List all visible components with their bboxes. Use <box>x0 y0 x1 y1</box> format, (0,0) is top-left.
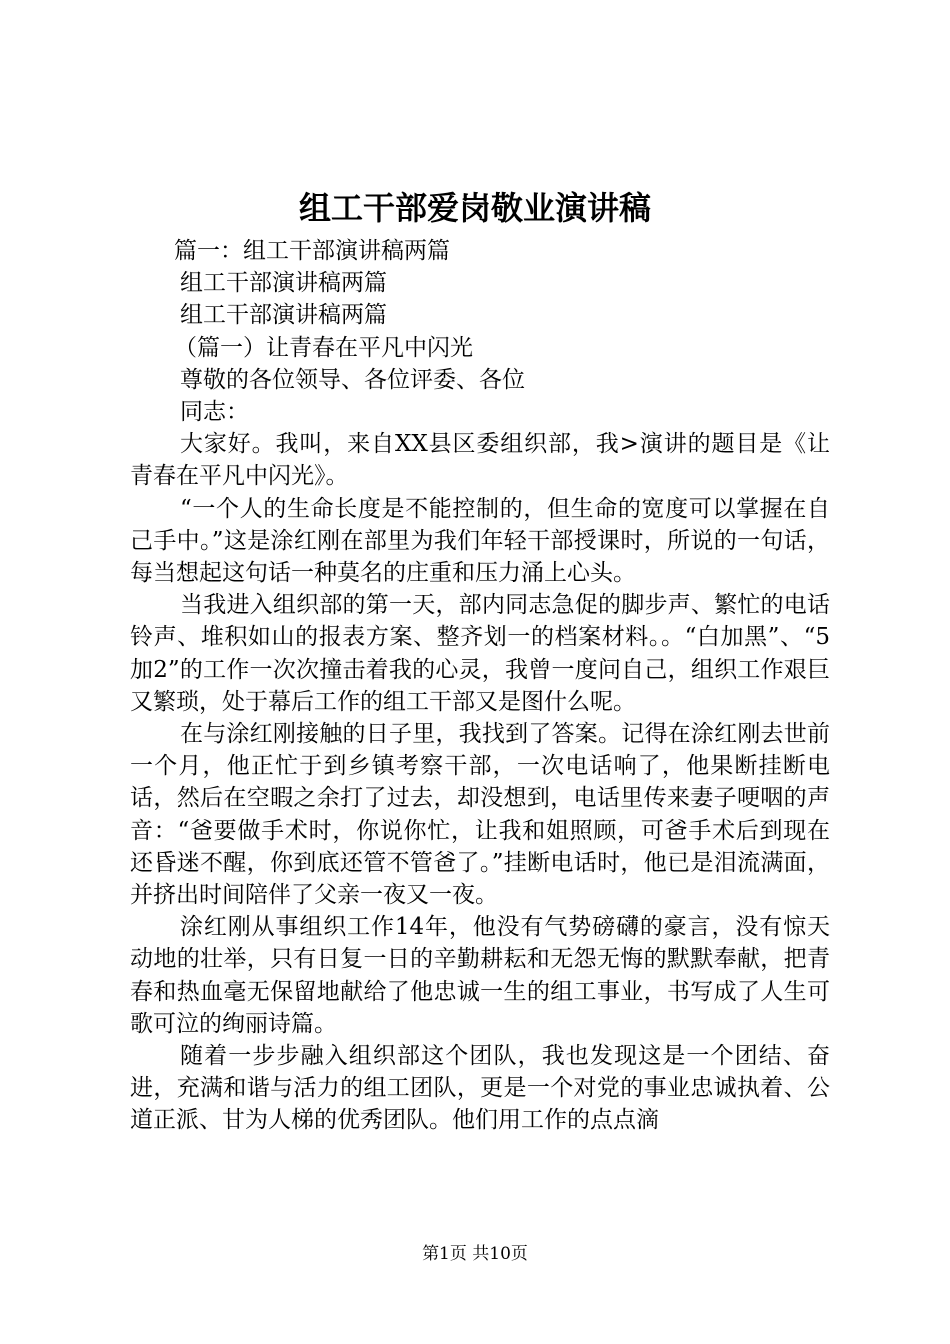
paragraph: 随着一步步融入组织部这个团队，我也发现这是一个团结、奋进，充满和谐与活力的组工团队，更是一个对党的事业忠诚执着、公道正派、甘为人梯的优秀团队。他们用工作的点点滴 <box>130 1043 830 1134</box>
paragraph: 在与涂红刚接触的日子里，我找到了答案。记得在涂红刚去世前一个月，他正忙于到乡镇考察干部，一次电话响了，他果断挂断电话，然后在空暇之余打了过去，却没想到，电话里传来妻子哽咽的声音：“爸要做手术时，你说你忙，让我和姐照顾，可爸手术后到现在还昏迷不醒，你到底还管不管爸了。”挂断电话时，他已是泪流满面，并挤出时间陪伴了父亲一夜又一夜。 <box>130 721 830 909</box>
salutation-line: 尊敬的各位领导、各位评委、各位 <box>180 366 525 393</box>
heading-line: 篇一：组工干部演讲稿两篇 <box>174 238 450 264</box>
heading-line: （篇一）让青春在平凡中闪光 <box>174 334 473 361</box>
heading-line: 组工干部演讲稿两篇 <box>180 270 387 297</box>
paragraph: 大家好。我叫，来自XX县区委组织部，我>演讲的题目是《让青春在平凡中闪光》。 <box>130 431 830 490</box>
heading-line: 组工干部演讲稿两篇 <box>180 302 387 329</box>
page-number-footer: 第1页 共10页 <box>422 1244 528 1264</box>
paragraph: 涂红刚从事组织工作14年，他没有气势磅礴的豪言，没有惊天动地的壮举，只有日复一日的辛勤耕耘和无怨无悔的默默奉献，把青春和热血毫无保留地献给了他忠诚一生的组工事业，书写成了人生可歌可泣的绚丽诗篇。 <box>130 914 830 1037</box>
paragraph: “一个人的生命长度是不能控制的，但生命的宽度可以掌握在自己手中。”这是涂红刚在部里为我们年轻干部授课时，所说的一句话，每当想起这句话一种莫名的庄重和压力涌上心头。 <box>130 495 830 587</box>
salutation-line: 同志： <box>180 399 249 426</box>
paragraph: 当我进入组织部的第一天，部内同志急促的脚步声、繁忙的电话铃声、堆积如山的报表方案、整齐划一的档案材料。。“白加黑”、“5加2”的工作一次次撞击着我的心灵，我曾一度问自己，组织工作艰巨又繁琐，处于幕后工作的组工干部又是图什么呢。 <box>130 592 830 715</box>
document-body <box>130 235 830 1137</box>
document-title: 组工干部爱岗敬业演讲稿 <box>298 189 651 227</box>
